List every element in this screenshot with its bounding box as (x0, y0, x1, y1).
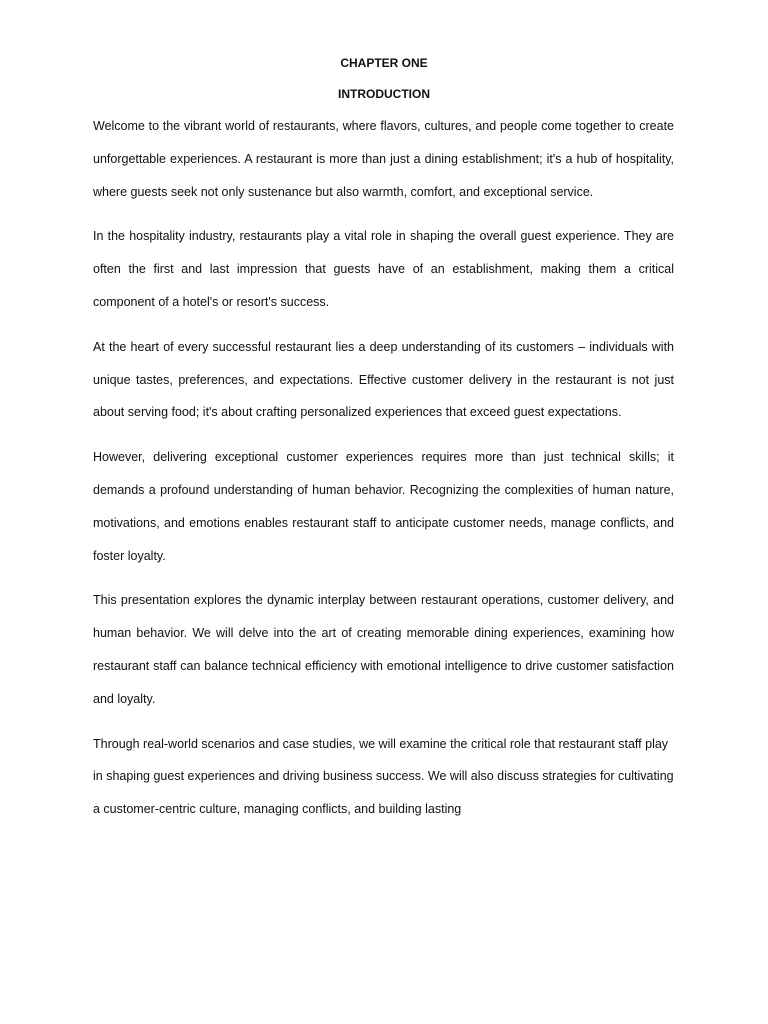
paragraph-1: Welcome to the vibrant world of restaurants, where flavors, cultures, and people come together to create unforgettable experiences. A restaurant is more than just a dining establishment; it's a hub of hospitality, where guests seek not only sustenance but also warmth, comfort, and exceptional service. (93, 119, 674, 199)
paragraph-6: Through real-world scenarios and case studies, we will examine the critical role that restaurant staff play in shaping guest experiences and driving business success. We will also discuss strategies for cultivating a customer-centric culture, managing conflicts, and building lasting (93, 736, 674, 817)
document-body (93, 110, 674, 838)
paragraph-4: However, delivering exceptional customer experiences requires more than just technical skills; it demands a profound understanding of human behavior. Recognizing the complexities of human nature, motivations, and emotions enables restaurant staff to anticipate customer needs, manage conflicts, and foster loyalty. (93, 450, 674, 563)
paragraph-2: In the hospitality industry, restaurants play a vital role in shaping the overall guest experience. They are often the first and last impression that guests have of an establishment, making them a critical component of a hotel's or resort's success. (93, 229, 674, 309)
chapter-heading: CHAPTER ONE (340, 56, 428, 70)
section-title: INTRODUCTION (338, 87, 430, 101)
paragraph-3: At the heart of every successful restaurant lies a deep understanding of its customers – individuals with unique tastes, preferences, and expectations. Effective customer delivery in the restaurant is not just about serving food; it's about crafting personalized experiences that exceed guest expectations. (93, 339, 674, 420)
paragraph-5: This presentation explores the dynamic interplay between restaurant operations, customer delivery, and human behavior. We will delve into the art of creating memorable dining experiences, examining how restaurant staff can balance technical efficiency with emotional intelligence to drive customer satisfaction and loyalty. (93, 593, 674, 706)
